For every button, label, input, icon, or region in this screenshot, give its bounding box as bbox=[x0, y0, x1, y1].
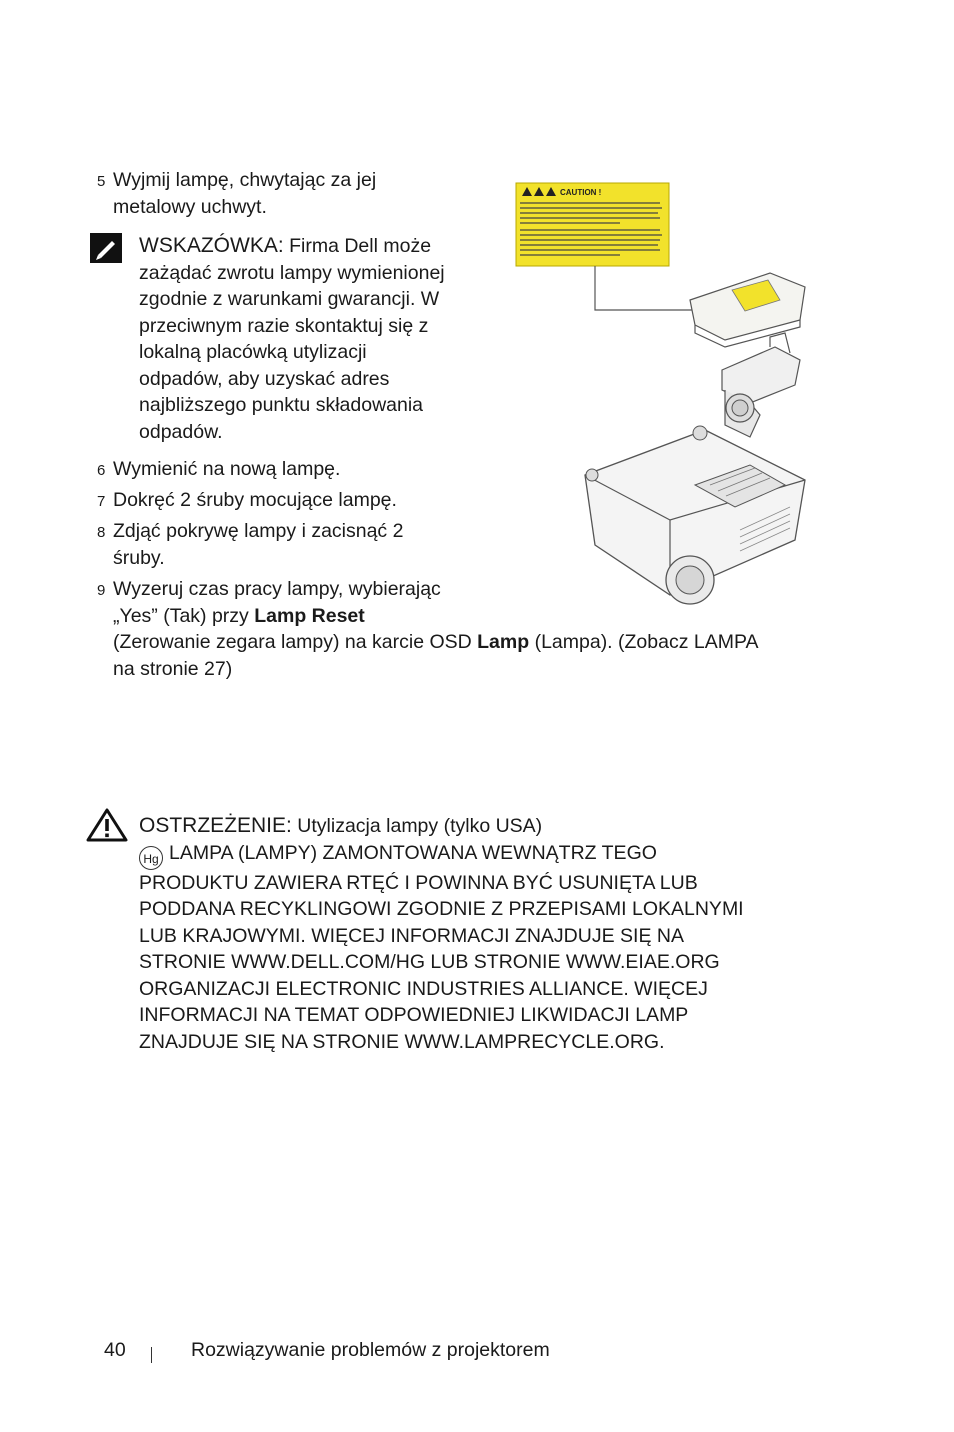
note-label: WSKAZÓWKA: bbox=[139, 234, 284, 257]
section-title: Rozwiązywanie problemów z projektorem bbox=[191, 1339, 550, 1361]
warning-line: PODDANA RECYKLINGOWI ZGODNIE Z PRZEPISAMI LOKALNYMI bbox=[139, 898, 744, 920]
warning-line: LAMPA (LAMPY) ZAMONTOWANA WEWNĄTRZ TEGO bbox=[169, 841, 657, 864]
page-number: 40 bbox=[104, 1339, 126, 1361]
footer-divider bbox=[151, 1347, 152, 1363]
step-text: Wyzeruj czas pracy lampy, wybierając bbox=[113, 578, 441, 600]
step-text: na stronie 27) bbox=[113, 657, 233, 680]
step-number: 8 bbox=[97, 524, 106, 541]
note-line: najbliższego punktu składowania bbox=[139, 394, 424, 416]
warning-line: ZNAJDUJE SIĘ NA STRONIE WWW.LAMPRECYCLE.ORG. bbox=[139, 1030, 665, 1053]
step-text bbox=[113, 629, 759, 656]
note-line: zażądać zwrotu lampy wymienionej bbox=[139, 261, 445, 284]
warning-block bbox=[139, 813, 744, 1055]
note-line: odpadów. bbox=[139, 420, 223, 443]
step-text: Zdjąć pokrywę lampy i zacisnąć 2 bbox=[113, 520, 404, 542]
step-number: 7 bbox=[97, 493, 106, 510]
warning-line: PRODUKTU ZAWIERA RTĘĆ I POWINNA BYĆ USUNIĘTA LUB bbox=[139, 871, 698, 894]
step-text: metalowy uchwyt. bbox=[113, 195, 267, 218]
note-line: przeciwnym razie skontaktuj się z bbox=[139, 314, 429, 337]
lamp-tab-label: Lamp bbox=[477, 631, 530, 653]
caution-label-text: CAUTION ! bbox=[560, 188, 602, 197]
step-number: 9 bbox=[97, 582, 106, 599]
note-line: Firma Dell może bbox=[289, 235, 432, 257]
note-block bbox=[139, 233, 445, 445]
lamp-reset-label: Lamp Reset bbox=[254, 604, 365, 627]
warning-line: STRONIE WWW.DELL.COM/HG LUB STRONIE WWW.EIAE.ORG bbox=[139, 951, 720, 973]
step-number: 5 bbox=[97, 173, 106, 190]
step-text bbox=[113, 603, 365, 630]
mercury-hg-icon bbox=[139, 846, 163, 870]
step-text: Wymienić na nową lampę. bbox=[113, 458, 341, 480]
warning-icon bbox=[86, 808, 128, 842]
note-line: odpadów, aby uzyskać adres bbox=[139, 367, 390, 390]
note-icon bbox=[90, 233, 122, 263]
warning-line: Utylizacja lampy (tylko USA) bbox=[297, 815, 543, 837]
note-line: zgodnie z warunkami gwarancji. W bbox=[139, 288, 440, 310]
warning-line: LUB KRAJOWYMI. WIĘCEJ INFORMACJI ZNAJDUJE SIĘ NA bbox=[139, 924, 684, 947]
lamp-replacement-illustration bbox=[500, 175, 820, 615]
step-number: 6 bbox=[97, 462, 106, 479]
step-text-part: (Zerowanie zegara lampy) na karcie OSD bbox=[113, 631, 478, 653]
step-text: Dokręć 2 śruby mocujące lampę. bbox=[113, 489, 397, 511]
note-line: lokalną placówką utylizacji bbox=[139, 341, 367, 363]
step-text-part: (Lampa). (Zobacz LAMPA bbox=[529, 631, 759, 653]
step-text: śruby. bbox=[113, 546, 165, 569]
step-text: Wyjmij lampę, chwytając za jej bbox=[113, 169, 377, 191]
warning-label: OSTRZEŻENIE: bbox=[139, 814, 292, 837]
warning-line: ORGANIZACJI ELECTRONIC INDUSTRIES ALLIANCE. WIĘCEJ bbox=[139, 977, 708, 1000]
warning-line: INFORMACJI NA TEMAT ODPOWIEDNIEJ LIKWIDACJI LAMP bbox=[139, 1004, 689, 1026]
step-text-part: „Yes” (Tak) przy bbox=[113, 604, 255, 627]
mercury-hg-text: Hg bbox=[143, 851, 159, 866]
